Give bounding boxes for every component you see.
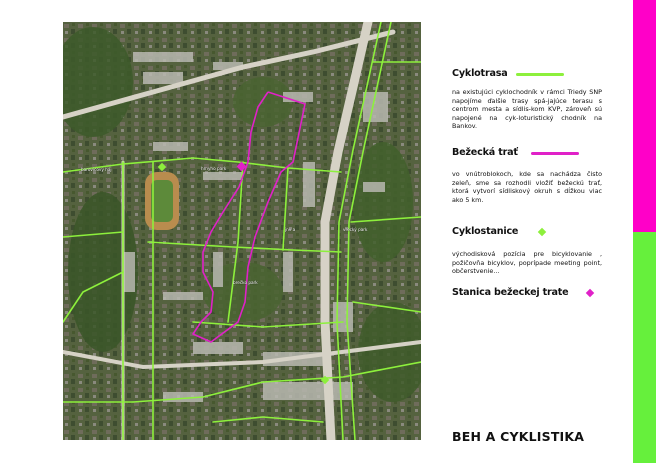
legend-text-cyklotrasa: na existujúci cyklochodník v rámci Triedy SNP napojíme ďalšie trasy spá-jajúce terasu s centrom mesta a sídlis-kom KVP, zároveň sú napojené na cyk-loturistický chodník na Bankov. xyxy=(452,88,602,131)
legend-title-bezecka: Bežecká trať xyxy=(452,147,518,158)
side-accent-magenta xyxy=(633,0,656,232)
map-label-vrecsky: vrecký park xyxy=(343,227,368,232)
legend-title-cyklostanice: Cyklostanice xyxy=(452,226,519,237)
stadium xyxy=(145,172,179,230)
legend-line-running xyxy=(531,152,579,155)
map-label-jnv: jnv a xyxy=(285,227,296,232)
legend-title-cyklotrasa: Cyklotrasa xyxy=(452,68,508,79)
aerial-map[interactable] xyxy=(63,22,421,440)
legend-diamond-cycle-icon xyxy=(538,228,546,236)
legend-text-cyklostanice: východisková pozícia pre bicyklovanie , požičovňa bicyklov, poprípade meeting point, občerstvenie... xyxy=(452,250,602,276)
legend-diamond-running-icon xyxy=(586,289,594,297)
legend-title-stanica: Stanica bežeckej trate xyxy=(452,287,569,298)
map-label-barovic: barovicový háj xyxy=(81,167,112,172)
legend-line-cycle xyxy=(516,73,564,76)
side-accent-green xyxy=(633,232,656,463)
legend-text-bezecka: vo vnútroblokoch, kde sa nachádza čisto zeleň, sme sa rozhodli vložiť bežeckú trať, ktorá vytvorí sídliskový okruh s dĺžkou viac ako 5 km. xyxy=(452,170,602,204)
map-label-brezacky: brečko park xyxy=(233,280,258,285)
page-title: BEH A CYKLISTIKA xyxy=(452,429,585,444)
map-label-hrnyho: hrnyho park xyxy=(201,166,227,171)
